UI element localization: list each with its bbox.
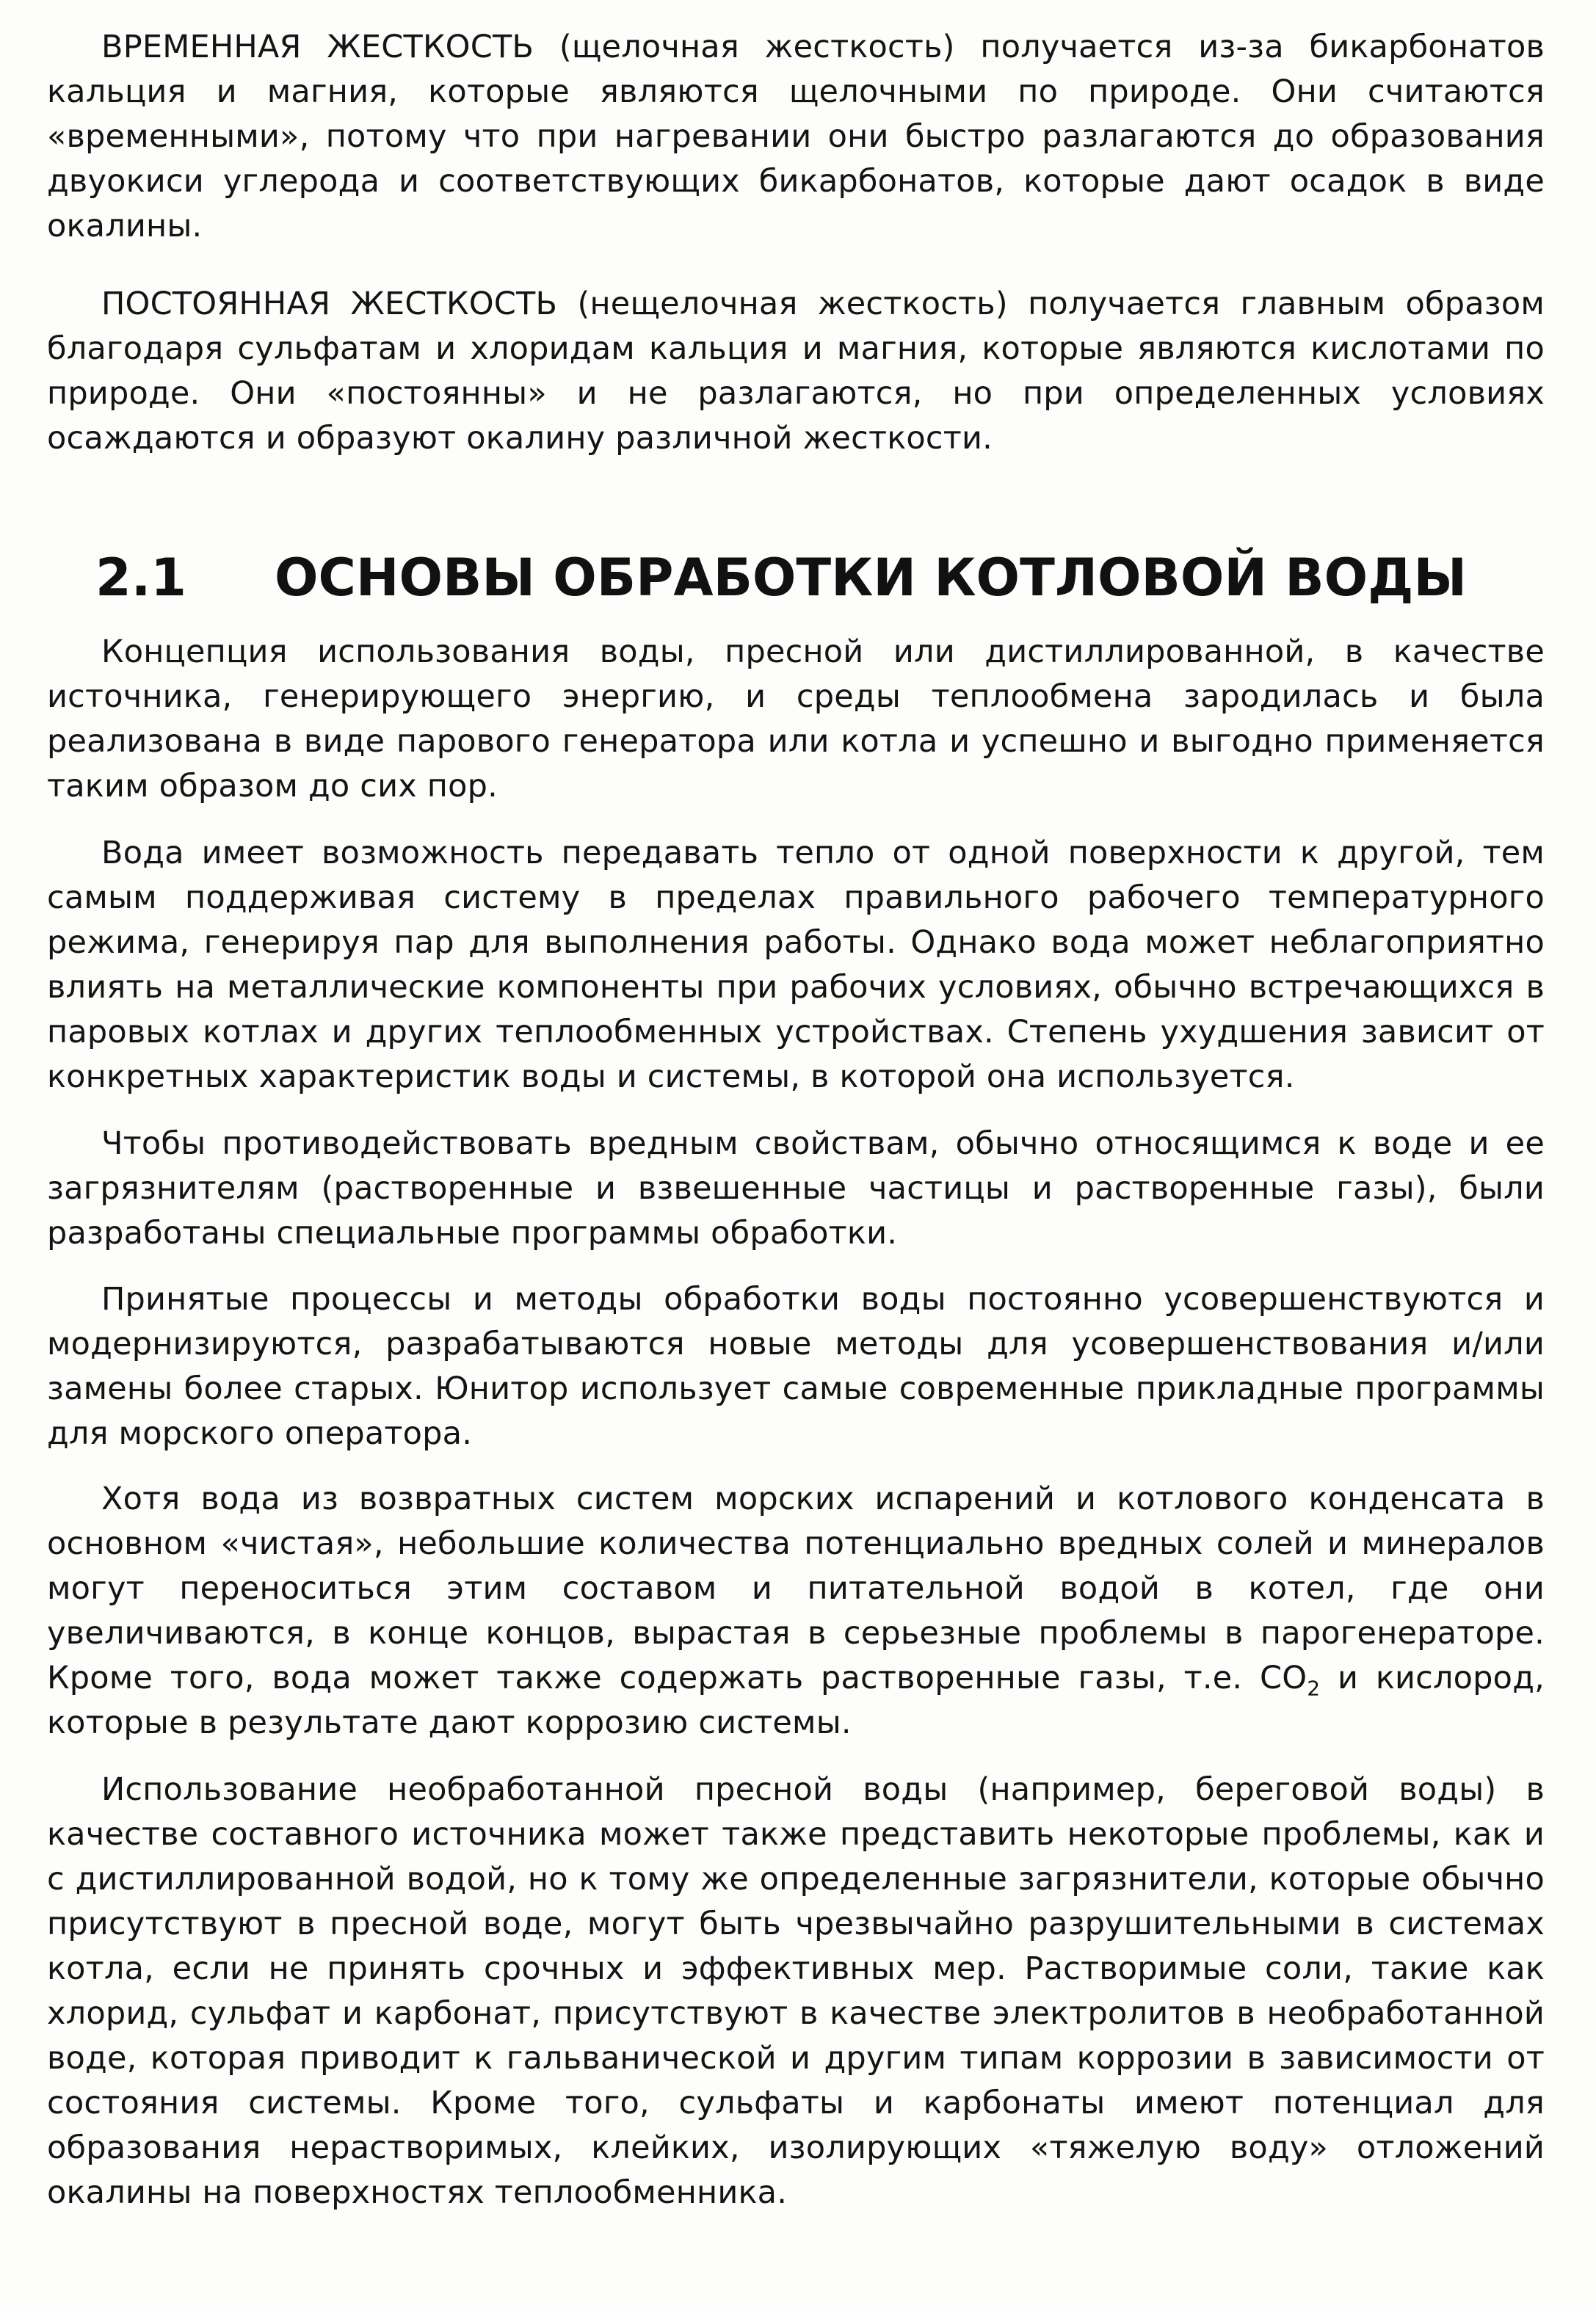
paragraph-temporary-hardness: ВРЕМЕННАЯ ЖЕСТКОСТЬ (щелочная жесткость) получается из-за бикарбонатов кальция и магния, которые являются щелочными по природе. Они считаются «временными», потому что при нагревании они быстро разлагаются до образования двуокиси углерода и соответствующих бикарбонатов, которые дают осадок в виде окалины. [47, 29, 1545, 244]
co2-subscript: 2 [1307, 1676, 1321, 1701]
section-title: ОСНОВЫ ОБРАБОТКИ КОТЛОВОЙ ВОДЫ [275, 548, 1468, 608]
paragraph-permanent-hardness: ПОСТОЯННАЯ ЖЕСТКОСТЬ (нещелочная жесткость) получается главным образом благодаря сульфатам и хлоридам кальция и магния, которые являются кислотами по природе. Они «постоянны» и не разлагаются, но при определенных условиях осаждаются и образуют окалину различной жесткости. [47, 286, 1545, 457]
section-number: 2.1 [95, 548, 187, 608]
paragraph-condensate-text-end: и кислород, которые в результате дают коррозию системы. [47, 1660, 1545, 1741]
section-heading [95, 545, 1527, 611]
paragraph-concept: Концепция использования воды, пресной или дистиллированной, в качестве источника, генерирующего энергию, и среды теплообмена зародилась и была реализована в виде парового генератора или котла и успешно и выгодно применяется таким образом до сих пор. [47, 633, 1545, 805]
paragraph-condensate [47, 1477, 1545, 1746]
paragraph-fresh-water: Использование необработанной пресной воды (например, береговой воды) в качестве составного источника может также представить некоторые проблемы, как и с дистиллированной водой, но к тому же определенные загрязнители, которые обычно присутствуют в пресной воде, могут быть чрезвычайно разрушительными в системах котла, если не принять срочных и эффективных мер. Растворимые соли, такие как хлорид, сульфат и карбонат, присутствуют в качестве электролитов в необработанной воде, которая приводит к гальванической и другим типам коррозии в зависимости от состояния системы. Кроме того, сульфаты и карбонаты имеют потенциал для образования нерастворимых, клейких, изолирующих «тяжелую воду» отложений окалины на поверхностях теплообменника. [47, 1771, 1545, 2211]
paragraph-treatment-programs: Чтобы противодействовать вредным свойствам, обычно относящимся к воде и ее загрязнителям (растворенные и взвешенные частицы и растворенные газы), были разработаны специальные программы обработки. [47, 1125, 1545, 1252]
paragraph-methods: Принятые процессы и методы обработки воды постоянно усовершенствуются и модернизируются, разрабатываются новые методы для усовершенствования и/или замены более старых. Юнитор использует самые современные прикладные программы для морского оператора. [47, 1281, 1545, 1452]
paragraph-condensate-text: Хотя вода из возвратных систем морских испарений и котлового конденсата в основном «чистая», небольшие количества потенциально вредных солей и минералов могут переноситься этим составом и питательной водой в котел, где они увеличиваются, в конце концов, вырастая в серьезные проблемы в парогенераторе. Кроме того, вода может также содержать растворенные газы, т.е. CO [47, 1481, 1545, 1696]
paragraph-heat-transfer: Вода имеет возможность передавать тепло от одной поверхности к другой, тем самым поддерживая систему в пределах правильного рабочего температурного режима, генерируя пар для выполнения работы. Однако вода может неблагоприятно влиять на металлические компоненты при рабочих условиях, обычно встречающихся в паровых котлах и других теплообменных устройствах. Степень ухудшения зависит от конкретных характеристик воды и системы, в которой она используется. [47, 835, 1545, 1095]
